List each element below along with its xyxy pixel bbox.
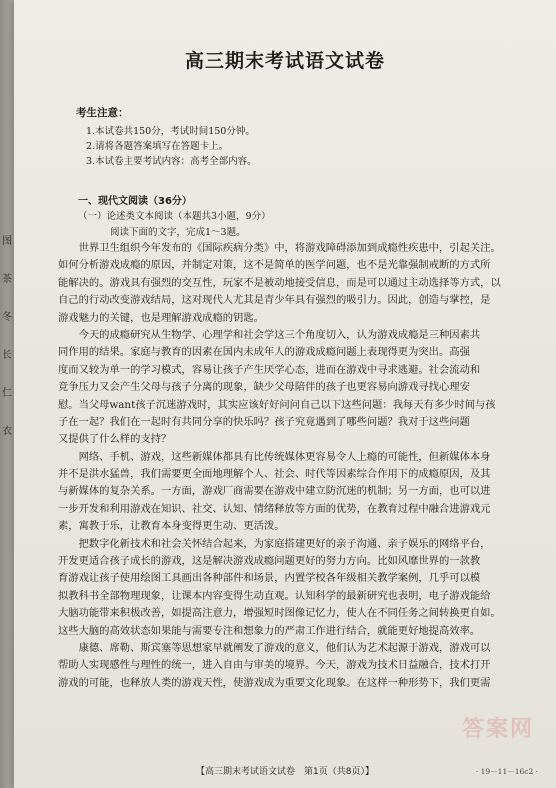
passage-line: 游戏魅力的关键，也是理解游戏成瘾的钥匙。: [58, 311, 264, 324]
passage-line: 育游戏让孩子使用绘图工具画出各种部件和场景，内置学校各年级相关教学案例，几乎可以模: [58, 572, 481, 585]
passage-line: 子在一起？我们在一起时有共同分享的快乐吗？孩子究竟遇到了哪些问题？我对于这些问题: [58, 415, 470, 428]
passage-line: 康德、席勒、斯宾塞等思想家早就阐发了游戏的意义，他们认为艺术起源于游戏，游戏可以: [58, 641, 491, 654]
passage-line: 同作用的结果。家庭与教育的因素在国内未成年人的游戏成瘾问题上表现得更为突出。高强: [58, 346, 470, 359]
passage-line: 如何分析游戏成瘾的原因，并制定对策，这不是简单的医学问题，也不是光靠强制戒断的方式所: [58, 259, 491, 272]
reading-passage: [58, 240, 540, 692]
passage-line: 这些大脑的高效状态如果能与需要专注和想象力的严肃工作进行结合，就能更好地提高效率。: [58, 624, 481, 637]
passage-line: 度而又较为单一的学习模式，容易让孩子产生厌学心态，进而在游戏中寻求逃避。社会流动和: [58, 363, 481, 376]
margin-char: 衣: [2, 426, 12, 437]
section-heading: 一、现代文阅读（36分）: [78, 196, 192, 207]
passage-line: 自己的行动改变游戏结局，这对现代人尤其是青少年具有强烈的吸引力。因此，创造与掌控，是: [58, 294, 491, 307]
passage-line: 能解决的。游戏具有强烈的交互性，玩家不是被动地接受信息，而是可以通过主动选择等方式，以: [58, 276, 501, 289]
passage-line: 开发更适合孩子成长的游戏，这是解决游戏成瘾问题更好的努力方向。比如风靡世界的一款教: [58, 555, 481, 568]
notice-item: 2.请将各题答案填写在答题卡上。: [86, 141, 229, 152]
passage-line: 与新媒体的复杂关系。一方面，游戏厂商需要在游戏中建立防沉迷的机制；另一方面，也可以进: [58, 485, 491, 498]
candidate-notice: [76, 106, 257, 169]
passage-line: 帮助人实现感性与理性的统一，进入自由与审美的境界。今天，游戏为技术日益融合，技术打开: [58, 659, 491, 672]
passage-line: 慰。当父母want孩子沉迷游戏时，其实应该好好问问自己以下这些问题：我每天有多少时间与孩: [58, 398, 496, 411]
passage-line: 大脑功能带来积极改善，如提高注意力，增强短时图像记忆力，使人在不同任务之间转换更自如。: [58, 607, 501, 620]
notice-item: 3.本试卷主要考试内容：高考全部内容。: [86, 156, 257, 167]
subsection-heading: （一）论述类文本阅读（本题共3小题，9分）: [78, 211, 271, 222]
watermark-stamp: 答案网: [461, 717, 534, 742]
margin-char: 仁: [2, 388, 12, 399]
passage-line: 又提供了什么样的支持？: [58, 433, 172, 446]
margin-char: 冬: [2, 312, 12, 323]
margin-char: 长: [2, 350, 12, 361]
exam-page: [14, 0, 556, 788]
binding-margin: [0, 0, 14, 788]
notice-heading: 考生注意：: [76, 107, 129, 119]
passage-line: 游戏的可能，也释放人类的游戏天性，使游戏成为重要文化现象。在这样一种形势下，我们更需: [58, 676, 491, 689]
page-title: 高三期末考试语文试卷: [184, 50, 385, 72]
notice-item: 1.本试卷共150分，考试时间150分钟。: [86, 126, 255, 137]
reading-instruction: 阅读下面的文字，完成1～3题。: [110, 227, 246, 238]
margin-char: 图: [2, 236, 12, 247]
margin-char: 茶: [2, 274, 12, 285]
page-footer: 【高三期末考试语文试卷 第1页（共8页）】: [196, 767, 374, 777]
passage-line: 素，寓教于乐，让教育本身变得更生动、更活泼。: [58, 520, 285, 533]
passage-line: 网络、手机、游戏，这些新媒体都具有比传统媒体更容易令人上瘾的可能性，但新媒体本身: [58, 450, 491, 463]
passage-line: 今天的成瘾研究从生物学、心理学和社会学这三个角度切入，认为游戏成瘾是三种因素共: [58, 328, 481, 341]
passage-line: 把数字化新技术和社会关怀结合起来，为家庭搭建更好的亲子沟通、亲子娱乐的网络平台，: [58, 537, 491, 550]
passage-line: 世界卫生组织今年发布的《国际疾病分类》中，将游戏障碍添加到成瘾性疾患中，引起关注。: [58, 242, 501, 254]
passage-line: 一步开发和利用游戏在知识、社交、认知、情绪释放等方面的优势，在教育过程中融合进游戏元: [58, 502, 491, 515]
passage-line: 拟教科书全部物理现象，让课本内容变得生动直观。认知科学的最新研究也表明，电子游戏能给: [58, 589, 491, 602]
passage-line: 并不是洪水猛兽，我们需要更全面地理解个人、社会、时代等因素综合作用下的成瘾原因，及其: [58, 468, 491, 481]
footer-code: · 19－11－16c2 ·: [475, 767, 538, 776]
passage-line: 竞争压力又会产生父母与孩子分离的现象，缺少父母陪伴的孩子也更容易向游戏寻找心理安: [58, 381, 470, 394]
